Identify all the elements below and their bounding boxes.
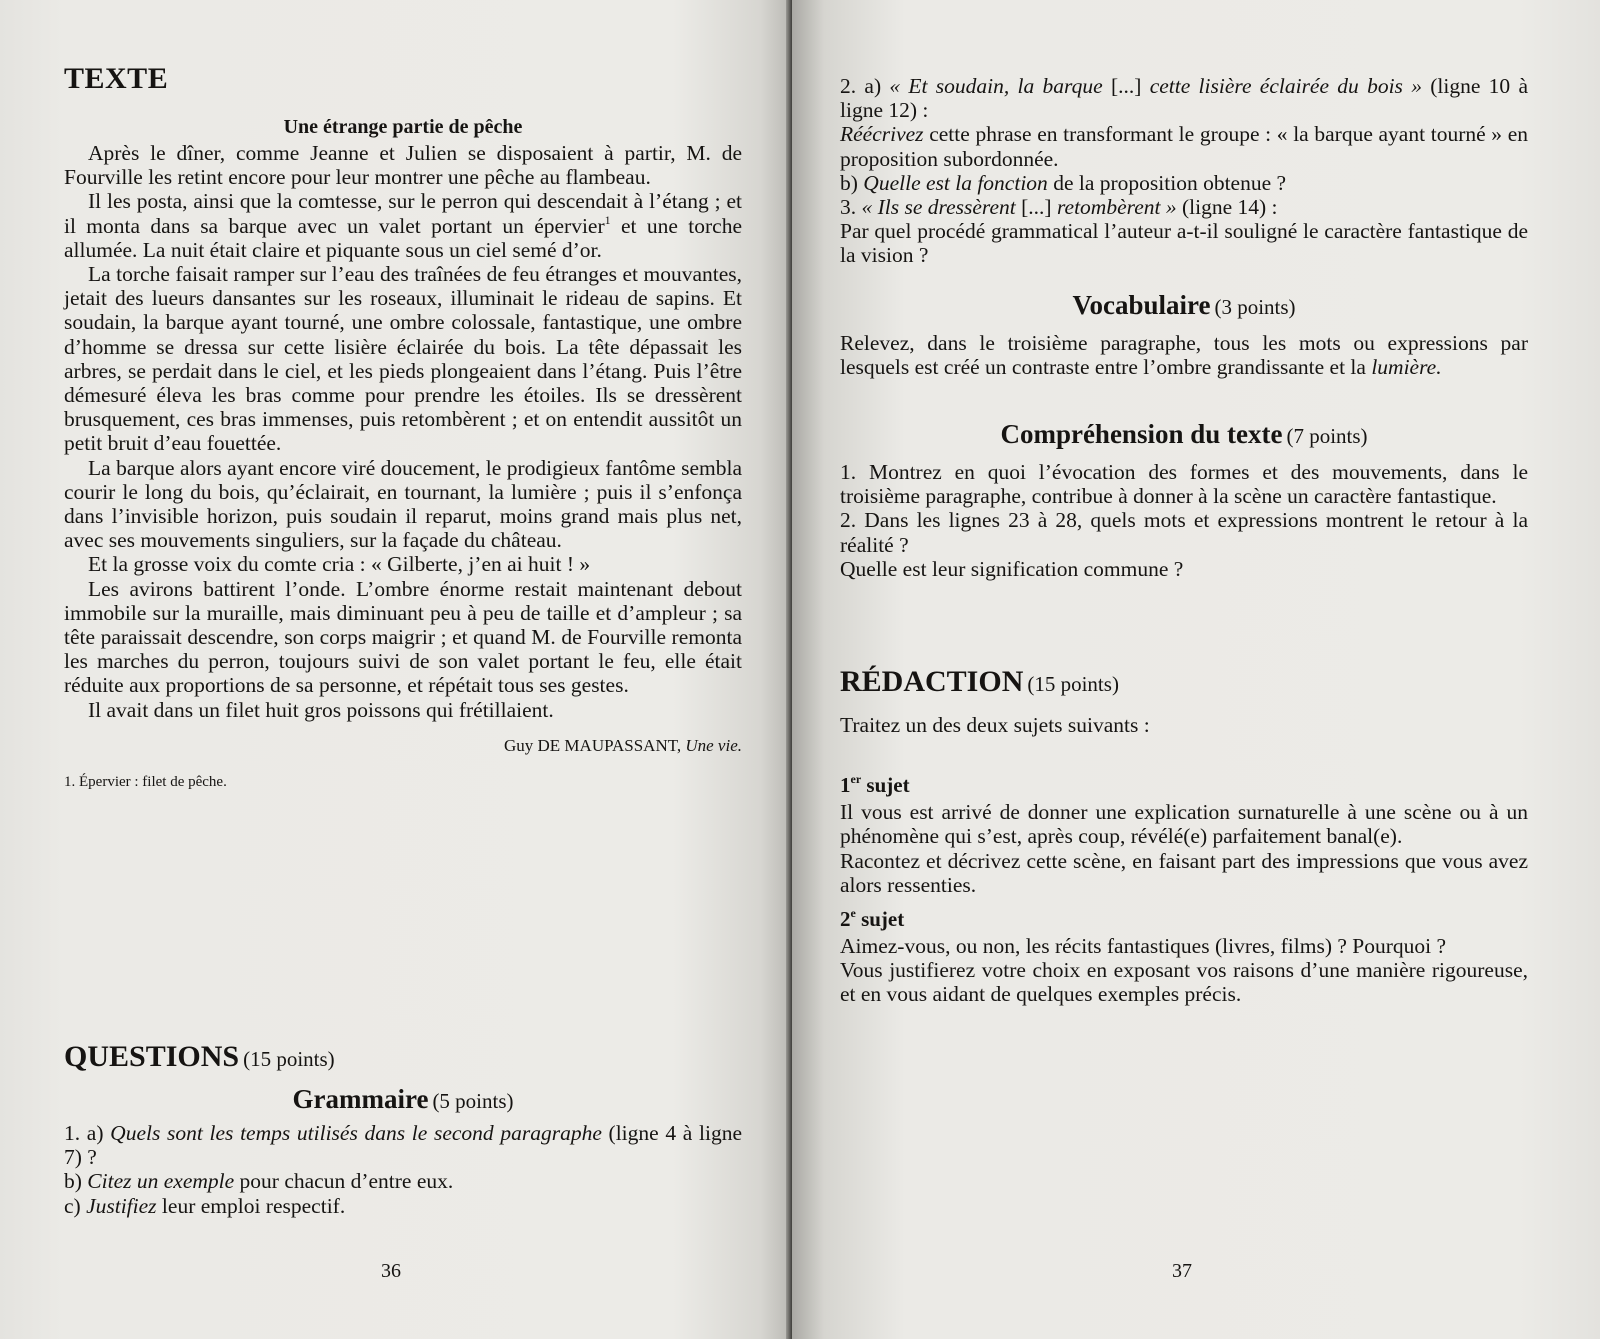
question-2a: 2. a) « Et soudain, la barque [...] cette lisière éclairée du bois » (ligne 10 à ligne 12) :	[840, 74, 1528, 123]
question-2b: b) Quelle est la fonction de la proposition obtenue ?	[840, 170, 1287, 195]
subject-1-label: 1er sujet	[840, 772, 910, 798]
text-title: Une étrange partie de pêche	[283, 116, 523, 138]
passage-paragraph: Il avait dans un filet huit gros poissons qui frétillaient.	[88, 697, 554, 722]
passage-paragraph: Il les posta, ainsi que la comtesse, sur le perron qui descendait à l’étang ; et il monta dans sa barque avec un valet portant un épervier$^1$ et une torche allumée. La nuit était claire et piquante sous un ciel semé d’or.	[64, 189, 742, 262]
vocab-heading: Vocabulaire (3 points)	[1072, 289, 1296, 320]
page-number-left: 36	[381, 1260, 401, 1282]
redaction-heading: RÉDACTION (15 points)	[840, 665, 1119, 699]
grammar-heading: Grammaire (5 points)	[292, 1084, 514, 1114]
author-credit: Guy DE MAUPASSANT, Une vie.	[503, 735, 742, 755]
vocab-question: Relevez, dans le troisième paragraphe, tous les mots ou expressions par lesquels est créé un contraste entre l’ombre grandissante et la lumière.	[840, 330, 1528, 379]
comp-question-2: 2. Dans les lignes 23 à 28, quels mots et expressions montrent le retour à la réalité ?	[840, 508, 1528, 557]
passage	[64, 141, 742, 722]
passage-paragraph: Et la grosse voix du comte cria : « Gilberte, j’en ai huit ! »	[88, 552, 591, 577]
passage-paragraph: La barque alors ayant encore viré doucement, le prodigieux fantôme sembla courir le long du bois, qu’éclairait, en tournant, la lumière ; puis il s’enfonça dans l’invisible horizon, puis soudain il reparut, moins grand mais plus net, avec ses mouvements singuliers, sur la façade du château.	[64, 455, 742, 553]
questions-heading: QUESTIONS (15 points)	[64, 1040, 335, 1073]
question-3: 3. « Ils se dressèrent [...] retombèrent » (ligne 14) :	[840, 195, 1278, 220]
right-page	[792, 0, 1600, 1339]
questions-section	[64, 1040, 742, 1218]
comp-question-3: Quelle est leur signification commune ?	[840, 556, 1184, 581]
comprehension-heading: Compréhension du texte (7 points)	[1000, 419, 1368, 450]
footnote-marker: 1	[604, 212, 611, 227]
grammar-questions	[64, 1121, 742, 1218]
subject-2-label: 2e sujet	[840, 906, 905, 932]
question-1c: c) Justifiez leur emploi respectif.	[64, 1193, 346, 1218]
question-3-text: Par quel procédé grammatical l’auteur a-t-il souligné le caractère fantastique de la vision ?	[840, 219, 1528, 268]
left-page	[0, 0, 792, 1339]
question-1b: b) Citez un exemple pour chacun d’entre eux.	[64, 1169, 454, 1194]
passage-paragraph: La torche faisait ramper sur l’eau des traînées de feu étranges et mouvantes, jetait des lueurs dansantes sur les roseaux, illuminait le rideau de sapins. Et soudain, la barque ayant tourné, une ombre colossale, fantastique, une ombre d’homme se dressa sur cette lisière éclairée du bois. La tête dépassait les arbres, se perdait dans le ciel, et les pieds plongeaient dans l’étang. Puis l’être démesuré éleva les bras comme pour prendre les étoiles. Ils se dressèrent brusquement, ces bras immenses, puis retombèrent ; et on entendit aussitôt un petit bruit d’eau fouettée.	[64, 262, 742, 456]
texte-heading: TEXTE	[64, 62, 169, 95]
page-number-right: 37	[1172, 1260, 1192, 1282]
redaction-intro: Traitez un des deux sujets suivants :	[840, 713, 1150, 738]
footnote: 1. Épervier : filet de pêche.	[64, 773, 227, 790]
question-1a: 1. a) Quels sont les temps utilisés dans le second paragraphe (ligne 4 à ligne 7) ?	[64, 1121, 742, 1170]
question-2a-instruction: Réécrivez cette phrase en transformant le groupe : « la barque ayant tourné » en proposition subordonnée.	[840, 122, 1528, 171]
subject-1-text: Il vous est arrivé de donner une explication surnaturelle à une scène ou à un phénomène qui s’est, après coup, révélé(e) parfaitement banal(e). Racontez et décrivez cette scène, en faisant part des impressions que vous avez alors ressenties.	[840, 800, 1528, 897]
passage-paragraph: Les avirons battirent l’onde. L’ombre énorme restait maintenant debout immobile sur la muraille, mais diminuant peu à peu de taille et d’ampleur ; sa tête paraissait descendre, son corps maigrir ; et quand M. de Fourville remonta les marches du perron, toujours suivi de son valet portant le feu, elle était réduite aux proportions de sa personne, et répétait tous ses gestes.	[64, 576, 742, 698]
comprehension-questions	[840, 460, 1528, 581]
passage-paragraph: Après le dîner, comme Jeanne et Julien se disposaient à partir, M. de Fourville les retint encore pour leur montrer une pêche au flambeau.	[64, 141, 742, 190]
comp-question-1: 1. Montrez en quoi l’évocation des formes et des mouvements, dans le troisième paragraphe, contribue à donner à la scène un caractère fantastique.	[840, 460, 1528, 509]
grammar-questions-continued	[840, 74, 1528, 268]
subject-2-text: Aimez-vous, ou non, les récits fantastiques (livres, films) ? Pourquoi ? Vous justifierez votre choix en exposant vos raisons d’une manière rigoureuse, et en vous aidant de quelques exemples précis.	[840, 934, 1528, 1007]
